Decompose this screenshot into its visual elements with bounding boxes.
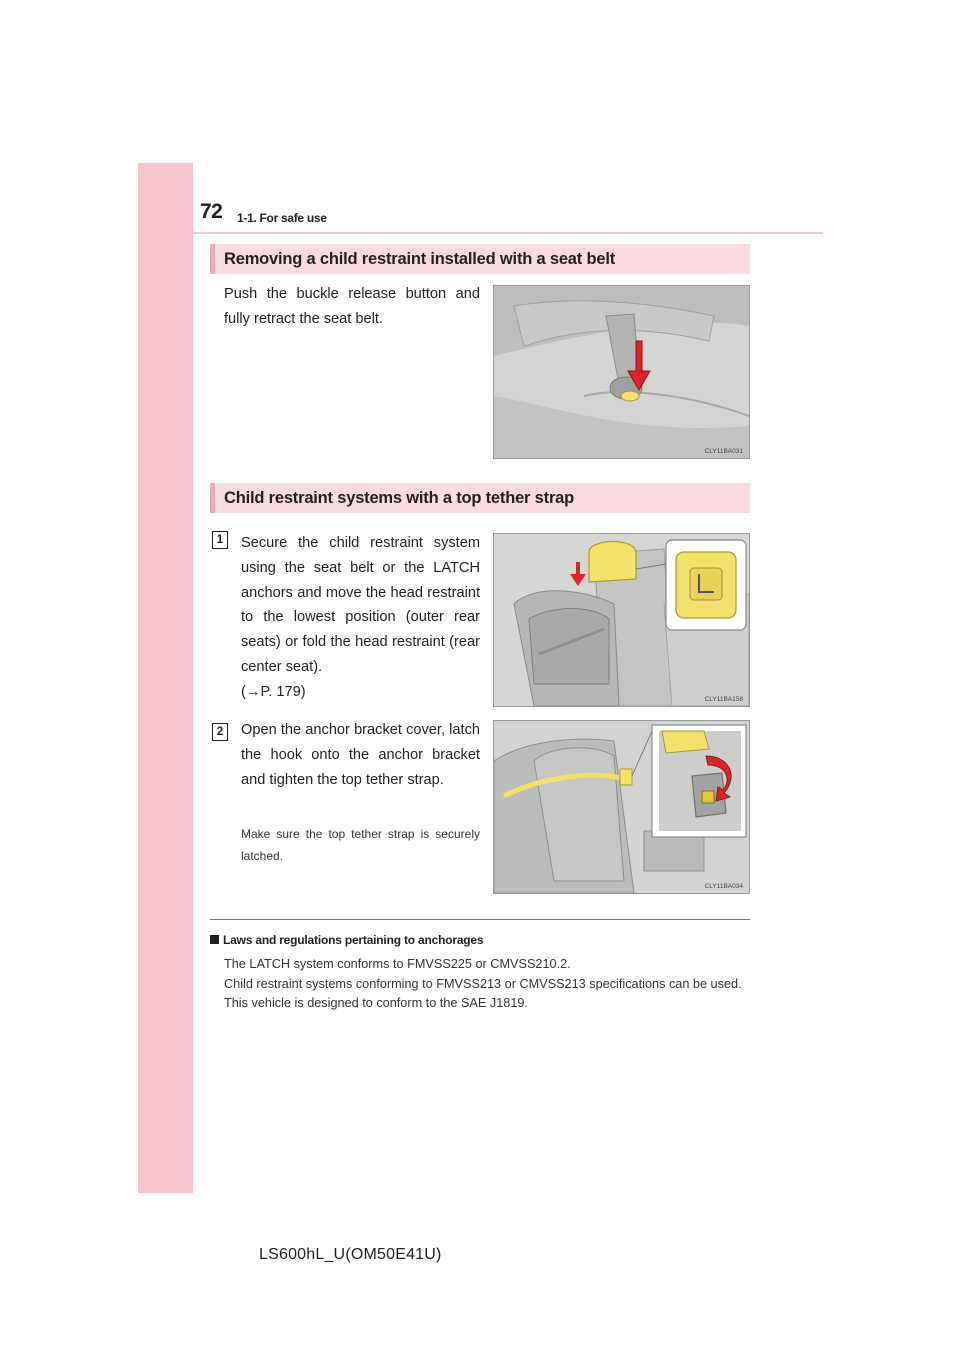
step-number-1: 1: [212, 531, 228, 549]
info-divider: [210, 919, 750, 920]
anchor-bracket-drawing: [494, 721, 749, 893]
section-title-top-tether: Child restraint systems with a top tether strap: [224, 488, 575, 507]
step-2-note: Make sure the top tether strap is securely latched.: [241, 827, 480, 863]
image-code: CLY11BA031: [704, 448, 743, 455]
step-number-2: 2: [212, 723, 228, 741]
model-code: LS600hL_U(OM50E41U): [259, 1246, 442, 1263]
removing-text: Push the buckle release button and fully retract the seat belt.: [224, 286, 480, 327]
info-line: This vehicle is designed to conform to the SAE J1819.: [224, 996, 528, 1010]
illustration-anchor-bracket: [493, 720, 750, 894]
section-bar-top-tether: [210, 483, 750, 513]
side-tab: [138, 163, 193, 1193]
section-title-removing: Removing a child restraint installed with a seat belt: [224, 249, 615, 268]
info-body: [224, 955, 750, 1014]
seat-belt-buckle-drawing: [494, 286, 749, 458]
step-1-text: Secure the child restraint system using the seat belt or the LATCH anchors and move the head restraint to the lowest position (outer rear seats) or fold the head restraint (rear center seat). (→P. 179): [241, 535, 480, 700]
head-restraint-drawing: [494, 534, 749, 706]
illustration-head-restraint: [493, 533, 750, 707]
image-code: CLY11BA158: [704, 696, 743, 703]
section-label: 1-1. For safe use: [237, 211, 327, 225]
image-code: CLY11BA034: [704, 883, 743, 890]
info-line: Child restraint systems conforming to FMVSS213 or CMVSS213 specifications can be used.: [224, 976, 742, 991]
header-rule: [193, 232, 823, 234]
square-bullet-icon: [210, 935, 219, 944]
section-bar-removing: [210, 244, 750, 274]
page-reference: (→P. 179): [241, 683, 306, 700]
info-heading: Laws and regulations pertaining to anchorages: [210, 933, 483, 947]
info-line: The LATCH system conforms to FMVSS225 or CMVSS210.2.: [224, 957, 571, 971]
step-2-text: Open the anchor bracket cover, latch the hook onto the anchor bracket and tighten the top tether strap.: [241, 722, 480, 788]
illustration-seat-belt-buckle: [493, 285, 750, 459]
page-number: 72: [200, 200, 223, 223]
